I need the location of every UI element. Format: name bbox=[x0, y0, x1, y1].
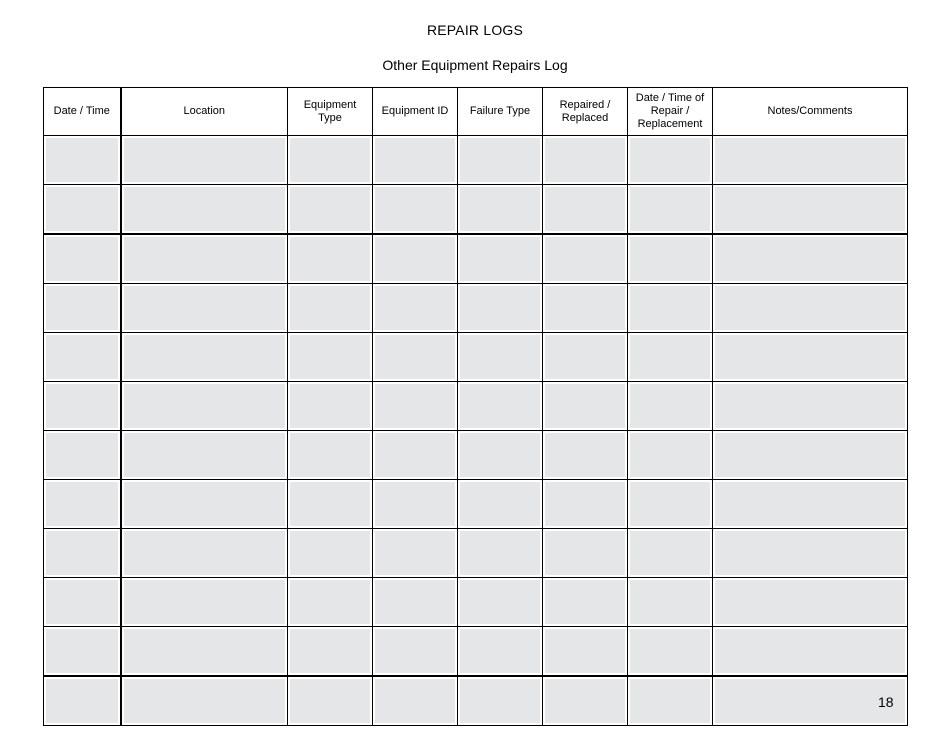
failure-type-field[interactable] bbox=[460, 286, 540, 330]
failure-type-field[interactable] bbox=[460, 138, 540, 182]
equipment-id-field[interactable] bbox=[375, 187, 455, 231]
table-cell bbox=[458, 136, 543, 185]
equipment-type-field[interactable] bbox=[290, 335, 370, 379]
table-cell bbox=[44, 578, 121, 627]
column-header-repair-date-time: Date / Time of Repair / Replacement bbox=[628, 88, 713, 136]
table-row bbox=[44, 382, 908, 431]
table-cell bbox=[543, 676, 628, 726]
equipment-id-field[interactable] bbox=[375, 384, 455, 428]
repaired-replaced-field[interactable] bbox=[545, 187, 625, 231]
date-time-field[interactable] bbox=[46, 384, 118, 428]
table-cell bbox=[288, 234, 373, 284]
log-subtitle: Other Equipment Repairs Log bbox=[382, 57, 568, 73]
repair-date-time-field[interactable] bbox=[630, 335, 710, 379]
table-cell bbox=[628, 382, 713, 431]
table-cell bbox=[713, 333, 908, 382]
table-cell bbox=[458, 431, 543, 480]
notes-comments-field[interactable] bbox=[715, 482, 905, 526]
date-time-field[interactable] bbox=[46, 629, 118, 673]
table-cell bbox=[543, 431, 628, 480]
table-row bbox=[44, 185, 908, 235]
location-field[interactable] bbox=[124, 335, 286, 379]
date-time-field[interactable] bbox=[46, 187, 118, 231]
table-cell bbox=[288, 578, 373, 627]
equipment-type-field[interactable] bbox=[290, 237, 370, 281]
repair-date-time-field[interactable] bbox=[630, 629, 710, 673]
notes-comments-field[interactable] bbox=[715, 629, 905, 673]
table-cell bbox=[121, 136, 288, 185]
table-cell bbox=[458, 529, 543, 578]
table-row bbox=[44, 136, 908, 185]
table-cell bbox=[121, 676, 288, 726]
location-field[interactable] bbox=[124, 679, 286, 723]
table-cell bbox=[288, 382, 373, 431]
table-row bbox=[44, 676, 908, 726]
column-header-equipment-id: Equipment ID bbox=[373, 88, 458, 136]
equipment-id-field[interactable] bbox=[375, 433, 455, 477]
repaired-replaced-field[interactable] bbox=[545, 482, 625, 526]
repair-log-table bbox=[43, 87, 908, 726]
repair-date-time-field[interactable] bbox=[630, 384, 710, 428]
location-field[interactable] bbox=[124, 482, 286, 526]
table-cell bbox=[44, 382, 121, 431]
table-cell bbox=[543, 234, 628, 284]
location-field[interactable] bbox=[124, 384, 286, 428]
notes-comments-field[interactable] bbox=[715, 286, 905, 330]
repair-date-time-field[interactable] bbox=[630, 580, 710, 624]
table-cell bbox=[288, 627, 373, 677]
table-cell bbox=[373, 185, 458, 235]
table-cell bbox=[121, 480, 288, 529]
table-cell bbox=[458, 185, 543, 235]
date-time-field[interactable] bbox=[46, 335, 118, 379]
repaired-replaced-field[interactable] bbox=[545, 384, 625, 428]
table-cell bbox=[373, 480, 458, 529]
repaired-replaced-field[interactable] bbox=[545, 237, 625, 281]
date-time-field[interactable] bbox=[46, 286, 118, 330]
table-cell bbox=[288, 529, 373, 578]
notes-comments-field[interactable] bbox=[715, 679, 905, 723]
equipment-id-field[interactable] bbox=[375, 335, 455, 379]
table-cell bbox=[458, 676, 543, 726]
equipment-type-field[interactable] bbox=[290, 531, 370, 575]
table-cell bbox=[713, 529, 908, 578]
date-time-field[interactable] bbox=[46, 531, 118, 575]
table-cell bbox=[458, 627, 543, 677]
table-cell bbox=[628, 480, 713, 529]
table-cell bbox=[458, 578, 543, 627]
date-time-field[interactable] bbox=[46, 679, 118, 723]
equipment-id-field[interactable] bbox=[375, 482, 455, 526]
table-cell bbox=[121, 284, 288, 333]
equipment-type-field[interactable] bbox=[290, 482, 370, 526]
table-cell bbox=[121, 185, 288, 235]
repaired-replaced-field[interactable] bbox=[545, 580, 625, 624]
notes-comments-field[interactable] bbox=[715, 138, 905, 182]
table-cell bbox=[288, 431, 373, 480]
table-cell bbox=[373, 234, 458, 284]
location-field[interactable] bbox=[124, 237, 286, 281]
table-cell bbox=[543, 480, 628, 529]
table-cell bbox=[543, 284, 628, 333]
failure-type-field[interactable] bbox=[460, 531, 540, 575]
equipment-type-field[interactable] bbox=[290, 433, 370, 477]
repaired-replaced-field[interactable] bbox=[545, 433, 625, 477]
notes-comments-field[interactable] bbox=[715, 433, 905, 477]
notes-comments-field[interactable] bbox=[715, 531, 905, 575]
table-cell bbox=[628, 136, 713, 185]
table-cell bbox=[628, 431, 713, 480]
table-cell bbox=[121, 578, 288, 627]
table-cell bbox=[373, 676, 458, 726]
repair-date-time-field[interactable] bbox=[630, 679, 710, 723]
table-cell bbox=[288, 676, 373, 726]
repair-date-time-field[interactable] bbox=[630, 187, 710, 231]
table-cell bbox=[373, 333, 458, 382]
table-cell bbox=[543, 136, 628, 185]
page-title: REPAIR LOGS bbox=[426, 22, 524, 38]
table-row bbox=[44, 431, 908, 480]
table-cell bbox=[373, 431, 458, 480]
equipment-id-field[interactable] bbox=[375, 138, 455, 182]
table-cell bbox=[121, 529, 288, 578]
equipment-id-field[interactable] bbox=[375, 531, 455, 575]
repair-date-time-field[interactable] bbox=[630, 531, 710, 575]
equipment-id-field[interactable] bbox=[375, 286, 455, 330]
table-cell bbox=[713, 136, 908, 185]
notes-comments-field[interactable] bbox=[715, 335, 905, 379]
column-header-notes-comments: Notes/Comments bbox=[713, 88, 908, 136]
table-cell bbox=[44, 234, 121, 284]
column-header-failure-type: Failure Type bbox=[458, 88, 543, 136]
failure-type-field[interactable] bbox=[460, 580, 540, 624]
table-cell bbox=[288, 185, 373, 235]
location-field[interactable] bbox=[124, 580, 286, 624]
equipment-type-field[interactable] bbox=[290, 384, 370, 428]
table-cell bbox=[288, 284, 373, 333]
table-row bbox=[44, 333, 908, 382]
location-field[interactable] bbox=[124, 531, 286, 575]
table-cell bbox=[628, 333, 713, 382]
date-time-field[interactable] bbox=[46, 237, 118, 281]
date-time-field[interactable] bbox=[46, 482, 118, 526]
table-cell bbox=[628, 627, 713, 677]
repaired-replaced-field[interactable] bbox=[545, 138, 625, 182]
table-cell bbox=[373, 529, 458, 578]
table-cell bbox=[458, 333, 543, 382]
table-cell bbox=[44, 676, 121, 726]
table-cell bbox=[373, 284, 458, 333]
table-row bbox=[44, 529, 908, 578]
table-cell bbox=[543, 627, 628, 677]
repaired-replaced-field[interactable] bbox=[545, 335, 625, 379]
date-time-field[interactable] bbox=[46, 580, 118, 624]
table-cell bbox=[121, 382, 288, 431]
table-cell bbox=[44, 185, 121, 235]
failure-type-field[interactable] bbox=[460, 433, 540, 477]
table-cell bbox=[713, 382, 908, 431]
equipment-type-field[interactable] bbox=[290, 187, 370, 231]
table-cell bbox=[458, 382, 543, 431]
table-cell bbox=[121, 234, 288, 284]
table-cell bbox=[44, 529, 121, 578]
failure-type-field[interactable] bbox=[460, 335, 540, 379]
table-row bbox=[44, 578, 908, 627]
table-cell bbox=[44, 136, 121, 185]
location-field[interactable] bbox=[124, 629, 286, 673]
table-cell bbox=[713, 431, 908, 480]
column-header-repaired-replaced: Repaired / Replaced bbox=[543, 88, 628, 136]
failure-type-field[interactable] bbox=[460, 187, 540, 231]
table-cell bbox=[44, 333, 121, 382]
repaired-replaced-field[interactable] bbox=[545, 679, 625, 723]
repaired-replaced-field[interactable] bbox=[545, 531, 625, 575]
notes-comments-field[interactable] bbox=[715, 384, 905, 428]
location-field[interactable] bbox=[124, 187, 286, 231]
date-time-field[interactable] bbox=[46, 433, 118, 477]
table-cell bbox=[713, 578, 908, 627]
equipment-id-field[interactable] bbox=[375, 679, 455, 723]
column-header-equipment-type: Equipment Type bbox=[288, 88, 373, 136]
table-cell bbox=[44, 480, 121, 529]
column-header-location: Location bbox=[121, 88, 288, 136]
notes-comments-field[interactable] bbox=[715, 237, 905, 281]
equipment-type-field[interactable] bbox=[290, 138, 370, 182]
location-field[interactable] bbox=[124, 138, 286, 182]
table-cell bbox=[543, 578, 628, 627]
table-row bbox=[44, 234, 908, 284]
table-cell bbox=[121, 627, 288, 677]
column-header-date-time: Date / Time bbox=[44, 88, 121, 136]
repair-date-time-field[interactable] bbox=[630, 433, 710, 477]
table-cell bbox=[543, 185, 628, 235]
table-cell bbox=[458, 284, 543, 333]
table-cell bbox=[458, 480, 543, 529]
table-cell bbox=[373, 578, 458, 627]
table-cell bbox=[458, 234, 543, 284]
table-cell bbox=[44, 431, 121, 480]
table-cell bbox=[44, 284, 121, 333]
repair-date-time-field[interactable] bbox=[630, 237, 710, 281]
table-cell bbox=[288, 136, 373, 185]
table-cell bbox=[628, 284, 713, 333]
table-cell bbox=[543, 382, 628, 431]
table-cell bbox=[373, 627, 458, 677]
notes-comments-field[interactable] bbox=[715, 580, 905, 624]
table-cell bbox=[628, 529, 713, 578]
table-row bbox=[44, 284, 908, 333]
log-body bbox=[44, 136, 908, 726]
equipment-type-field[interactable] bbox=[290, 629, 370, 673]
failure-type-field[interactable] bbox=[460, 482, 540, 526]
table-cell bbox=[373, 136, 458, 185]
table-row bbox=[44, 627, 908, 677]
location-field[interactable] bbox=[124, 433, 286, 477]
table-cell bbox=[288, 333, 373, 382]
table-cell bbox=[543, 529, 628, 578]
equipment-id-field[interactable] bbox=[375, 580, 455, 624]
equipment-type-field[interactable] bbox=[290, 679, 370, 723]
table-cell bbox=[288, 480, 373, 529]
table-cell bbox=[373, 382, 458, 431]
table-cell bbox=[713, 284, 908, 333]
table-cell bbox=[543, 333, 628, 382]
repair-date-time-field[interactable] bbox=[630, 482, 710, 526]
table-cell bbox=[628, 234, 713, 284]
table-row bbox=[44, 480, 908, 529]
header-row bbox=[44, 88, 908, 136]
equipment-type-field[interactable] bbox=[290, 286, 370, 330]
equipment-id-field[interactable] bbox=[375, 629, 455, 673]
equipment-type-field[interactable] bbox=[290, 580, 370, 624]
table-cell bbox=[713, 480, 908, 529]
table-cell bbox=[628, 578, 713, 627]
table-cell bbox=[628, 676, 713, 726]
table-cell bbox=[713, 185, 908, 235]
equipment-id-field[interactable] bbox=[375, 237, 455, 281]
date-time-field[interactable] bbox=[46, 138, 118, 182]
table-cell bbox=[121, 333, 288, 382]
failure-type-field[interactable] bbox=[460, 237, 540, 281]
failure-type-field[interactable] bbox=[460, 629, 540, 673]
repaired-replaced-field[interactable] bbox=[545, 286, 625, 330]
location-field[interactable] bbox=[124, 286, 286, 330]
page-number: 18 bbox=[878, 694, 894, 710]
failure-type-field[interactable] bbox=[460, 384, 540, 428]
table-cell bbox=[628, 185, 713, 235]
table-cell bbox=[713, 627, 908, 677]
table-cell bbox=[121, 431, 288, 480]
repaired-replaced-field[interactable] bbox=[545, 629, 625, 673]
table-cell bbox=[713, 234, 908, 284]
failure-type-field[interactable] bbox=[460, 679, 540, 723]
repair-date-time-field[interactable] bbox=[630, 138, 710, 182]
notes-comments-field[interactable] bbox=[715, 187, 905, 231]
table-cell bbox=[44, 627, 121, 677]
repair-date-time-field[interactable] bbox=[630, 286, 710, 330]
